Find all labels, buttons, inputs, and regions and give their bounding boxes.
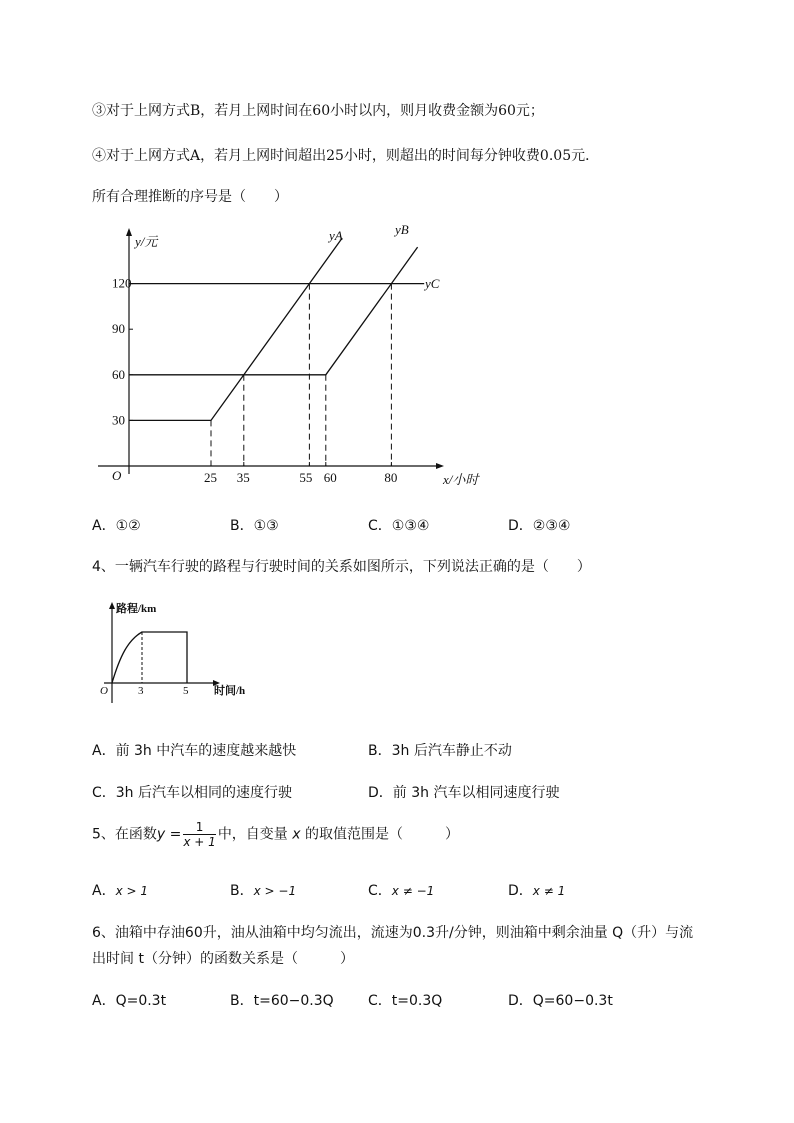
question-prompt: 所有合理推断的序号是（ ） xyxy=(92,189,288,205)
q4-option-b[interactable]: B．3h 后汽车静止不动 xyxy=(368,743,512,759)
q4-option-c[interactable]: C．3h 后汽车以相同的速度行驶 xyxy=(92,785,293,801)
y-tick-label-60: 60 xyxy=(112,366,125,382)
q5-c-value: x ≠ −1 xyxy=(391,884,435,898)
q5-frac-num: 1 xyxy=(183,820,215,835)
y-tick-label-120: 120 xyxy=(112,275,132,291)
x-tick-label-80: 80 xyxy=(384,470,398,485)
y-tick-label-30: 30 xyxy=(112,412,125,428)
series-label-yA: yA xyxy=(329,228,343,243)
series-label-yC: yC xyxy=(425,276,440,291)
q5-d-label: D． xyxy=(508,883,533,899)
distance-time-graph xyxy=(92,598,272,708)
x-axis-label: x/小时 xyxy=(443,472,479,487)
q5-option-c[interactable] xyxy=(368,880,434,900)
graph2-y-label: 路程/km xyxy=(116,603,157,615)
q5-option-b[interactable] xyxy=(230,880,296,900)
q5-a-value: x > 1 xyxy=(115,884,148,898)
q5-option-a[interactable] xyxy=(92,880,148,900)
y-axis-label: y/元 xyxy=(135,234,158,249)
q6-option-b[interactable]: B．t=60−0.3Q xyxy=(230,993,334,1009)
graph2-origin: O xyxy=(100,685,108,697)
y-tick-label-90: 90 xyxy=(112,321,125,337)
q5-d-value: x ≠ 1 xyxy=(532,884,566,898)
graph2-x-label: 时间/h xyxy=(214,685,246,697)
statement-4: ④对于上网方式A，若月上网时间超出25小时，则超出的时间每分钟收费0.05元． xyxy=(92,148,600,164)
q6-stem-line2: 出时间 t（分钟）的函数关系是（ ） xyxy=(92,951,354,967)
q6-option-c[interactable]: C．t=0.3Q xyxy=(368,993,443,1009)
q3-option-d[interactable]: D．②③④ xyxy=(508,518,571,534)
graph2-x-tick-3: 3 xyxy=(138,685,144,697)
q6-option-a[interactable]: A．Q=0.3t xyxy=(92,993,167,1009)
origin-label: O xyxy=(112,468,122,483)
x-tick-label-25: 25 xyxy=(204,470,217,485)
q4-option-a[interactable]: A．前 3h 中汽车的速度越来越快 xyxy=(92,743,297,759)
graph2-x-tick-5: 5 xyxy=(183,685,189,697)
x-axis-arrow xyxy=(436,463,444,469)
q6-stem-line1: 6、油箱中存油60升，油从油箱中均匀流出，流速为0.3升/分钟，则油箱中剩余油量 Q（升）与流 xyxy=(92,925,694,941)
q5-func-lhs: y = xyxy=(156,826,182,843)
q4-option-d[interactable]: D．前 3h 汽车以相同速度行驶 xyxy=(368,785,560,801)
q3-option-b[interactable]: B．①③ xyxy=(230,518,279,534)
x-tick-label-60: 60 xyxy=(323,470,337,485)
x-tick-label-35: 35 xyxy=(236,470,250,485)
q5-fraction xyxy=(183,820,215,849)
statement-3: ③对于上网方式B，若月上网时间在60小时以内，则月收费金额为60元； xyxy=(92,103,544,119)
series-line-yB xyxy=(129,247,418,375)
y-axis-arrow xyxy=(126,228,132,236)
x-tick-label-55: 55 xyxy=(299,470,313,485)
q5-option-d[interactable] xyxy=(508,880,565,900)
q5-stem-c: 的取值范围是（ ） xyxy=(305,826,460,843)
series-line-yA xyxy=(129,238,342,420)
q4-stem: 4、一辆汽车行驶的路程与行驶时间的关系如图所示，下列说法正确的是（ ） xyxy=(92,559,591,575)
q6-option-d[interactable]: D．Q=60−0.3t xyxy=(508,993,613,1009)
q5-b-value: x > −1 xyxy=(253,884,297,898)
q3-option-a[interactable]: A．①② xyxy=(92,518,141,534)
q5-b-label: B． xyxy=(230,883,254,899)
q5-stem-b: 中，自变量 xyxy=(217,826,288,843)
q5-stem xyxy=(92,820,459,849)
q5-a-label: A． xyxy=(92,883,116,899)
q3-option-c[interactable]: C．①③④ xyxy=(368,518,430,534)
q5-var: x xyxy=(292,826,301,843)
series-label-yB: yB xyxy=(395,222,409,237)
q5-frac-den: x + 1 xyxy=(183,835,216,849)
q5-c-label: C． xyxy=(368,883,392,899)
q5-stem-a: 5、在函数 xyxy=(92,826,157,843)
